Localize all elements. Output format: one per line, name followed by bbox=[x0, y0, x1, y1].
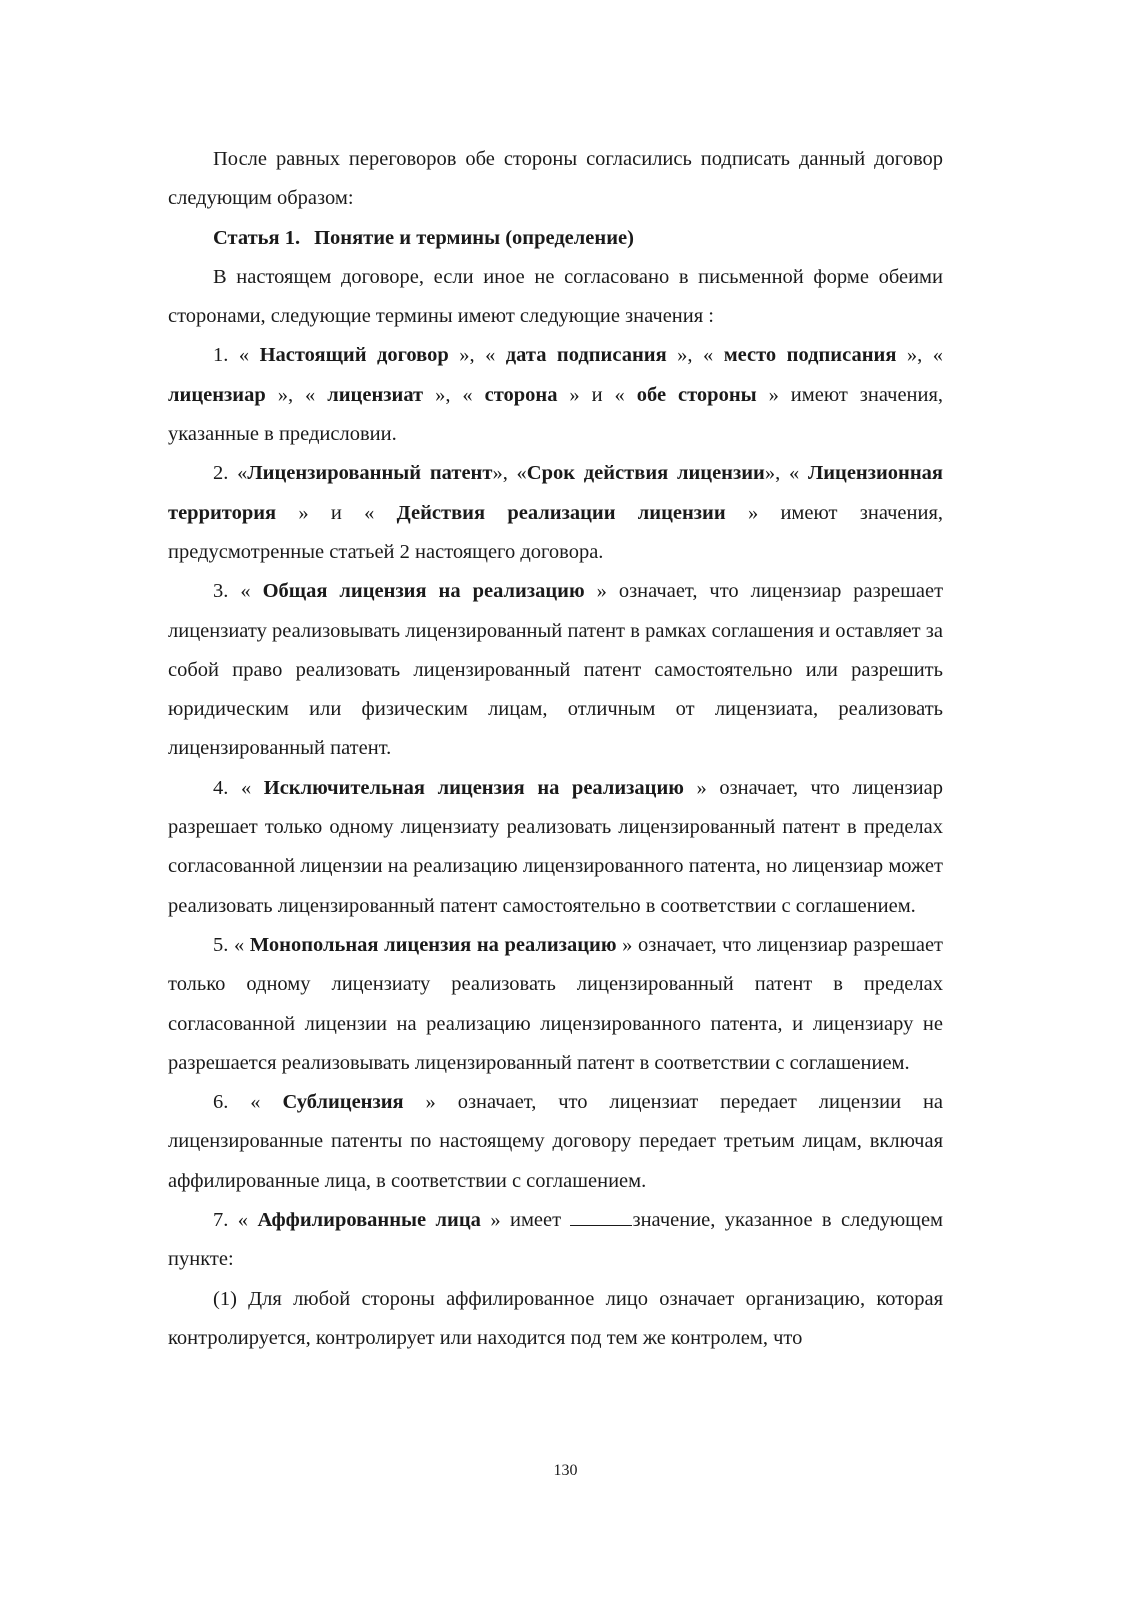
defined-term: сторона bbox=[484, 383, 558, 406]
defined-term: Аффилированные лица bbox=[257, 1209, 481, 1232]
definition-item-2: 2. «Лицензированный патент», «Срок действия лицензии», « Лицензионная территория » и « Действия реализации лицензии » имеют значения, предусмотренные статьей 2 настоящего договора. bbox=[168, 462, 944, 563]
defined-term: Исключительная лицензия на реализацию bbox=[263, 776, 684, 799]
definition-item-1: 1. « Настоящий договор », « дата подписания », « место подписания », « лицензиар », « лицензиат », « сторона » и « обе стороны » имеют значения, указанные в предисловии. bbox=[168, 344, 944, 446]
definition-item-6: 6. « Сублицензия » означает, что лицензиат передает лицензии на лицензированные патенты по настоящему договору передает третьим лицам, включая аффилированные лица, в соответствии с соглашением. bbox=[168, 1091, 944, 1192]
defined-term: Монопольная лицензия на реализацию bbox=[249, 933, 617, 956]
article-heading bbox=[168, 219, 943, 258]
document-page bbox=[168, 140, 943, 1358]
defined-term: Лицензированный патент bbox=[247, 462, 493, 485]
defined-term: Действия реализации лицензии bbox=[396, 501, 726, 524]
article-title: Понятие и термины (определение) bbox=[314, 226, 634, 249]
preamble-paragraph: В настоящем договоре, если иное не согласовано в письменной форме обеими сторонами, следующие термины имеют следующие значения : bbox=[168, 265, 943, 328]
definition-item-5: 5. « Монопольная лицензия на реализацию » означает, что лицензиар разрешает только одному лицензиату реализовать лицензированный патент в пределах согласованной лицензии на реализацию лицензированного патента, и лицензиару не разрешается реализовывать лицензированный патент в соответствии с соглашением. bbox=[168, 933, 944, 1074]
item-number: 5. bbox=[213, 933, 229, 956]
item-number: 7. bbox=[213, 1209, 229, 1232]
item-number: 1. bbox=[213, 344, 229, 367]
defined-term: место подписания bbox=[723, 344, 897, 367]
definition-item-7: 7. « Аффилированные лица » имеет значение, указанное в следующем пункте: bbox=[168, 1209, 944, 1271]
defined-term: Лицензионная территория bbox=[168, 462, 944, 524]
defined-term: лицензиар bbox=[168, 383, 266, 406]
item-number: 2. bbox=[213, 462, 229, 485]
defined-term: обе стороны bbox=[636, 383, 757, 406]
defined-term: Общая лицензия на реализацию bbox=[262, 580, 585, 603]
defined-term: Настоящий договор bbox=[259, 344, 449, 367]
defined-term: дата подписания bbox=[505, 344, 667, 367]
definition-item-3: 3. « Общая лицензия на реализацию » означает, что лицензиар разрешает лицензиату реализовывать лицензированный патент в рамках соглашения и оставляет за собой право реализовать лицензированный патент самостоятельно или разрешить юридическим или физическим лицам, отличным от лицензиата, реализовать лицензированный патент. bbox=[168, 580, 944, 760]
intro-paragraph: После равных переговоров обе стороны согласились подписать данный договор следующим образом: bbox=[168, 148, 943, 210]
sub-item-1: (1) Для любой стороны аффилированное лицо означает организацию, которая контролируется, контролирует или находится под тем же контролем, что bbox=[168, 1287, 944, 1349]
item-number: 4. bbox=[213, 776, 229, 799]
fill-in-blank bbox=[570, 1207, 632, 1226]
item-number: 6. bbox=[213, 1091, 229, 1114]
defined-term: лицензиат bbox=[327, 383, 424, 406]
defined-term: Срок действия лицензии bbox=[526, 462, 765, 485]
definition-item-4: 4. « Исключительная лицензия на реализацию » означает, что лицензиар разрешает только одному лицензиату реализовать лицензированный патент в пределах согласованной лицензии на реализацию лицензированного патента, но лицензиар может реализовать лицензированный патент самостоятельно в соответствии с соглашением. bbox=[168, 776, 944, 917]
article-number: Статья 1. bbox=[213, 226, 301, 249]
sub-item-number: (1) bbox=[213, 1287, 237, 1310]
defined-term: Сублицензия bbox=[282, 1091, 404, 1114]
page-number: 130 bbox=[553, 1462, 578, 1479]
item-number: 3. bbox=[213, 580, 229, 603]
